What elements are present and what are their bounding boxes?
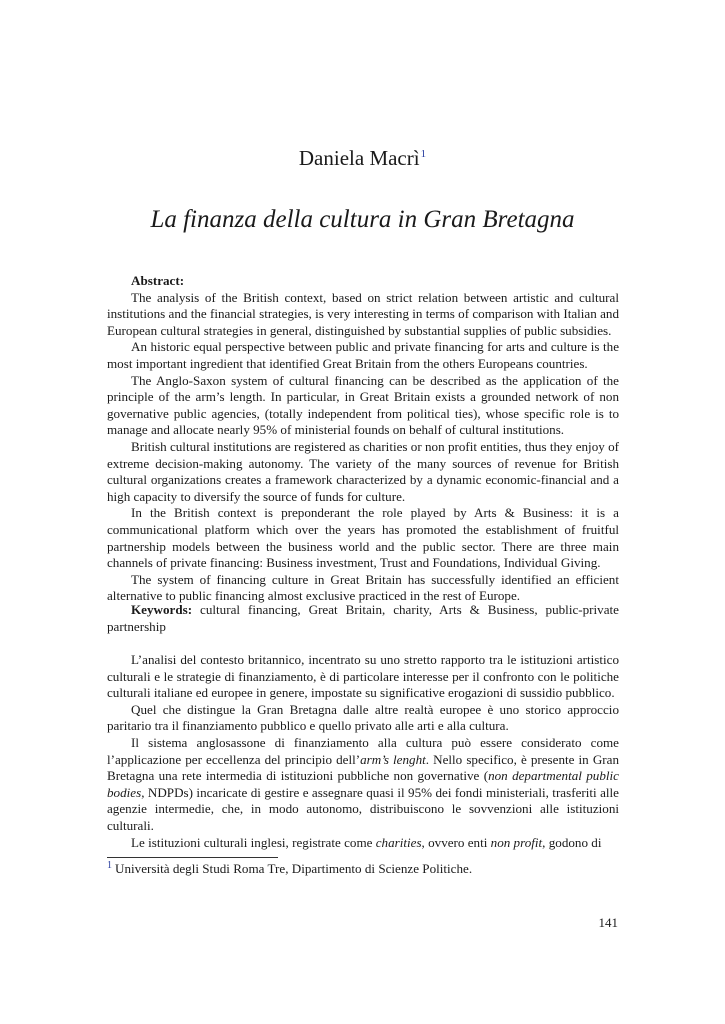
keywords: [107, 601, 619, 635]
italic-term: non departmental public bodies: [107, 768, 619, 800]
body-paragraph: [107, 735, 619, 835]
keywords-label: Keywords:: [131, 602, 193, 617]
footnote-divider: [107, 857, 278, 858]
text-run: , ovvero enti: [421, 834, 491, 850]
abstract-paragraph: British cultural institutions are registered as charities or non profit entities, thus they enjoy of extreme decision-making autonomy. The variety of the many sources of revenue for British cultural organizations creates a framework characterized by a dynamic economic-financial and a high capacity to diversify the source of funds for culture.: [107, 438, 619, 504]
abstract-paragraph: The system of financing culture in Great Britain has successfully identified an efficient alternative to public financing almost exclusive practiced in the rest of Europe.: [107, 571, 619, 604]
body-paragraph: [107, 835, 619, 852]
footnote-text: Università degli Studi Roma Tre, Dipartimento di Scienze Politiche.: [115, 861, 473, 876]
footnote-mark: 1: [107, 860, 112, 871]
abstract-paragraph: In the British context is preponderant the role played by Arts & Business: it is a communicational platform which over the years has promoted the establishment of fruitful partnership models between the business world and the public sector. There are three main channels of private financing: Business investment, Trust and Foundations, Individual Giving.: [107, 505, 619, 571]
italic-term: arm’s lenght: [360, 751, 426, 767]
abstract-paragraph: The Anglo-Saxon system of cultural financing can be described as the application of the principle of the arm’s length. In particular, in Great Britain exists a grounded network of non governative public agencies, (totally independent from political ties), whose specific role is to manage and allocate nearly 95% of ministerial founds on behalf of cultural institutions.: [107, 372, 619, 438]
italic-term: charities: [375, 834, 422, 850]
text-run: Le istituzioni culturali inglesi, registrate come: [131, 834, 376, 850]
footnote: [107, 860, 619, 877]
body-paragraph: Quel che distingue la Gran Bretagna dalle altre realtà europee è uno storico approccio paritario tra il finanziamento pubblico e quello privato alle arti e alla cultura.: [107, 701, 619, 734]
abstract-paragraph: The analysis of the British context, based on strict relation between artistic and cultural institutions and the financial strategies, is very interesting in terms of comparison with Italian and European cultural strategies in general, distinguished by substantial supplies of public subsidies.: [107, 289, 619, 338]
abstract-heading: Abstract:: [131, 273, 185, 288]
author-line: [0, 146, 725, 171]
text-run: , godono di: [542, 834, 602, 850]
italic-term: non profit: [490, 834, 543, 850]
abstract-paragraph: An historic equal perspective between public and private financing for arts and culture is the most important ingredient that identified Great Britain from the others Europeans countries.: [107, 339, 619, 371]
page-number: 141: [598, 915, 618, 930]
keywords-text: cultural financing, Great Britain, charity, Arts & Business, public-private partnership: [107, 602, 619, 634]
paper-title: La finanza della cultura in Gran Bretagna: [150, 206, 575, 233]
text-run: . Nello specifico, è presente in Gran Bretagna una rete intermedia di istituzioni pubbliche non governative (: [107, 751, 619, 784]
text-run: Il sistema anglosassone di finanziamento alla cultura può essere considerato come l’applicazione per eccellenza del principio dell’: [107, 734, 619, 767]
abstract-section: [107, 273, 619, 605]
text-run: , NDPDs) incaricate di gestire e assegnare quasi il 95% dei fondi ministeriali, trasferiti alle agenzie intermedie, che, in modo autonomo, distribuiscono le sovvenzioni alle istituzioni culturali.: [107, 784, 619, 833]
author-name: Daniela Macrì: [298, 146, 420, 170]
author-footnote-mark[interactable]: 1: [420, 148, 427, 160]
italian-body: [107, 652, 619, 851]
body-paragraph: L’analisi del contesto britannico, incentrato su uno stretto rapporto tra le istituzioni artistico culturali e le strategie di finanziamento, è di particolare interesse per il confronto con le politiche culturali italiane ed europee in genere, impostate su significative erogazioni di sussidio pubblico.: [107, 652, 619, 701]
